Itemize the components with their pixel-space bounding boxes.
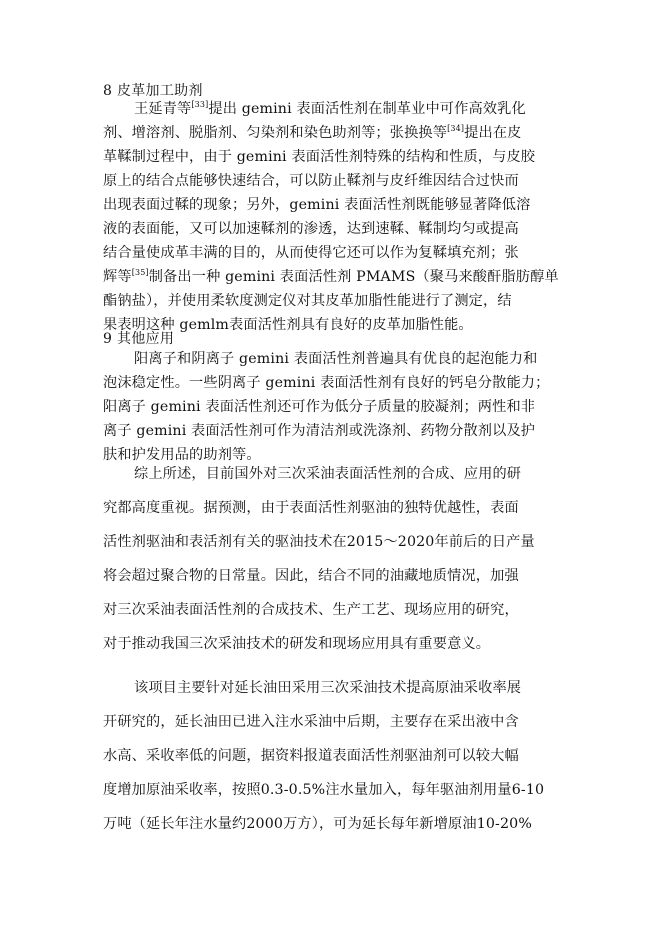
paragraph-line: 究都高度重视。据预测，由于表面活性剂驱油的独特优越性，表面 (103, 500, 519, 516)
paragraph-line: 肤和护发用品的助剂等。 (103, 447, 261, 463)
paragraph-line: 水高、采收率低的问题，据资料报道表面活性剂驱油剂可以较大幅 (103, 748, 519, 764)
section-9-heading: 9 其他应用 (103, 331, 175, 347)
paragraph-line: 剂、增溶剂、脱脂剂、匀染剂和染色助剂等；张换换等[34]提出在皮 (103, 124, 522, 141)
paragraph-line: 王延青等[33]提出 gemini 表面活性剂在制革业中可作高效乳化 (134, 100, 526, 117)
paragraph-line: 辉等[35]制备出一种 gemini 表面活性剂 PMAMS（聚马来酸酐脂肪醇单 (103, 268, 559, 285)
citation-ref: [34] (447, 124, 465, 133)
paragraph-line: 出现表面过鞣的现象；另外，gemini 表面活性剂既能够显著降低溶 (103, 197, 531, 213)
paragraph-line: 酯钠盐），并使用柔软度测定仪对其皮革加脂性能进行了测定，结 (103, 293, 512, 309)
citation-ref: [33] (191, 100, 209, 109)
paragraph-line: 开研究的，延长油田已进入注水采油中后期，主要存在采出液中含 (103, 714, 519, 730)
paragraph-line: 综上所述，目前国外对三次采油表面活性剂的合成、应用的研 (134, 466, 522, 482)
paragraph-line: 泡沫稳定性。一些阴离子 gemini 表面活性剂有良好的钙皂分散能力； (103, 375, 550, 391)
paragraph-line: 液的表面能，又可以加速鞣剂的渗透，达到速鞣、鞣制均匀或提高 (103, 221, 519, 237)
paragraph-line: 离子 gemini 表面活性剂可作为清洁剂或洗涤剂、药物分散剂以及护 (103, 423, 536, 439)
paragraph-line: 度增加原油采收率，按照0.3-0.5%注水量加入，每年驱油剂用量6-10 (103, 782, 545, 798)
paragraph-line: 革鞣制过程中，由于 gemini 表面活性剂特殊的结构和性质，与皮胶 (103, 149, 536, 165)
paragraph-line: 结合量使成革丰满的目的，从而使得它还可以作为复鞣填充剂；张 (103, 245, 519, 261)
citation-ref: [35] (131, 268, 149, 277)
paragraph-line: 万吨（延长年注水量约2000万方），可为延长每年新增原油10-20% (103, 816, 532, 832)
paragraph-line: 对于推动我国三次采油技术的研发和现场应用具有重要意义。 (103, 636, 491, 652)
paragraph-line: 该项目主要针对延长油田采用三次采油技术提高原油采收率展 (134, 680, 522, 696)
paragraph-line: 原上的结合点能够快速结合，可以防止鞣剂与皮纤维因结合过快而 (103, 173, 519, 189)
paragraph-line: 活性剂驱油和表活剂有关的驱油技术在2015～2020年前后的日产量 (103, 534, 535, 550)
section-8-heading: 8 皮革加工助剂 (103, 83, 203, 99)
paragraph-line: 阳离子和阴离子 gemini 表面活性剂普遍具有优良的起泡能力和 (134, 351, 538, 367)
paragraph-line: 阳离子 gemini 表面活性剂还可作为低分子质量的胶凝剂；两性和非 (103, 399, 536, 415)
paragraph-line: 果表明这种 gemlm表面活性剂具有良好的皮革加脂性能。 (103, 317, 473, 333)
paragraph-line: 对三次采油表面活性剂的合成技术、生产工艺、现场应用的研究， (103, 602, 519, 618)
paragraph-line: 将会超过聚合物的日常量。因此，结合不同的油藏地质情况，加强 (103, 568, 519, 584)
